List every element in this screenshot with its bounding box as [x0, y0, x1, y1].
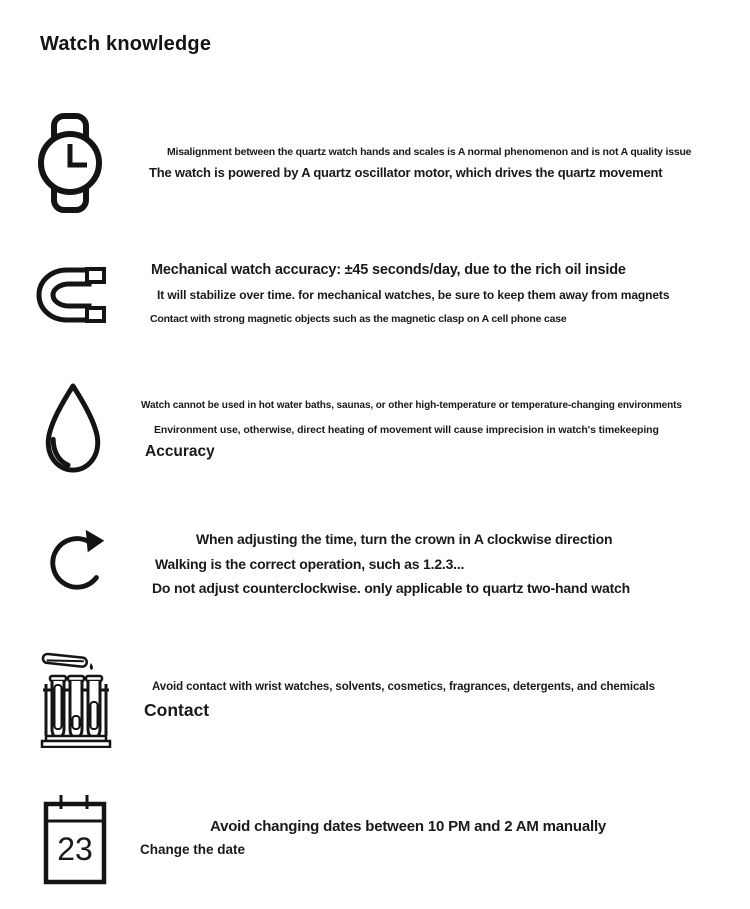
- heat-imprecision-note: Environment use, otherwise, direct heating of movement will cause imprecision in watch's timekeeping: [154, 424, 659, 436]
- walking-operation-note: Walking is the correct operation, such as 1.2.3...: [155, 556, 465, 572]
- contact-heading: Contact: [144, 700, 210, 720]
- hot-water-warning-note: Watch cannot be used in hot water baths, saunas, or other high-temperature or temperature-changing environments: [141, 400, 682, 411]
- quartz-misalignment-note: Misalignment between the quartz watch hands and scales is A normal phenomenon and is not A quality issue: [167, 146, 692, 158]
- quartz-motor-note: The watch is powered by A quartz oscillator motor, which drives the quartz movement: [149, 165, 663, 180]
- date-change-warning-note: Avoid changing dates between 10 PM and 2 AM manually: [210, 818, 607, 835]
- magnetic-objects-note: Contact with strong magnetic objects such as the magnetic clasp on A cell phone case: [150, 313, 567, 325]
- chemical-contact-note: Avoid contact with wrist watches, solvents, cosmetics, fragrances, detergents, and chemicals: [152, 681, 655, 693]
- mechanical-accuracy-note: Mechanical watch accuracy: ±45 seconds/day, due to the rich oil inside: [151, 262, 626, 278]
- wristwatch-icon: [37, 112, 103, 214]
- test-tubes-icon: [40, 650, 112, 748]
- magnet-warning-note: It will stabilize over time. for mechanical watches, be sure to keep them away from magnets: [157, 288, 670, 302]
- change-date-heading: Change the date: [140, 842, 246, 857]
- page-title: Watch knowledge: [40, 33, 212, 55]
- counterclockwise-warning-note: Do not adjust counterclockwise. only applicable to quartz two-hand watch: [152, 580, 630, 596]
- water-drop-icon: [40, 381, 106, 476]
- clockwise-direction-note: When adjusting the time, turn the crown in A clockwise direction: [196, 531, 613, 547]
- clockwise-arrow-icon: [45, 527, 111, 595]
- accuracy-heading: Accuracy: [145, 443, 215, 460]
- calendar-date-number: 23: [57, 831, 93, 867]
- magnet-icon: [33, 266, 111, 324]
